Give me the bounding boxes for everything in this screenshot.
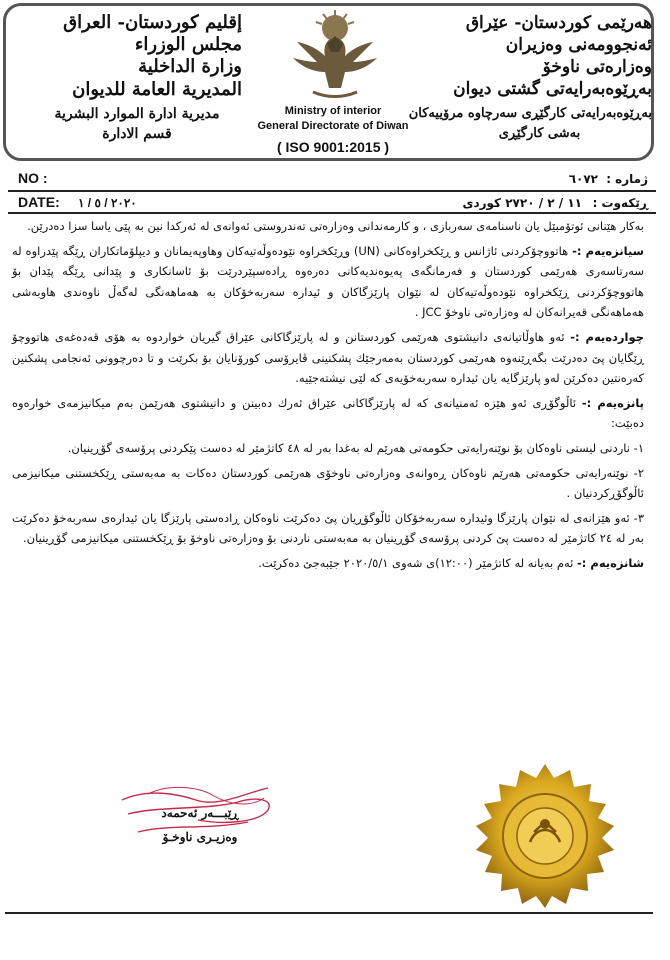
no-label: NO :: [18, 170, 48, 186]
signatory-name: ڕێبـــەر ئەحمەد: [161, 806, 239, 820]
english-directorate: General Directorate of Diwan: [257, 120, 409, 132]
item-text-thirteen: هاتووچۆکردنی ئاژانس و ڕێکخراوەکانی (UN) وڕێکخراوە نێودەوڵەتیەکان وهاوپەیمانان و دیپلۆماتکاران ڕێگە پێدراوە لە سەرتاسەری هەرێمی کوردستان و فەرمانگەی پەیوەندیەکانی دەرەوە ڕادەسپێردرێت بۆ ئاسانکاری و پێدانی ڕێگە پێدان بۆ هاتووچۆکردنی ڕێکخراوە نێودەوڵەتیەکان لە نێوان پارێزگاکان و ئیدارە سەربەخۆکان بە هەماهەنگی لەگەڵ ناوەندی هاوبەشی هەماهەنگی قەیرانەکان لە وەزارەتی ناوخۆ JCC .: [12, 243, 644, 320]
paragraph-penalty: بەکار هێنانی ئوتۆمبێل یان ناسنامەی سەربازی ، و کارمەندانی وەزارەتی تەندروستی ئەوانەی لە ئەرکدا نین بە پێی یاسا سزا دەدرێن.: [27, 219, 644, 233]
arabic-letterhead: [32, 12, 242, 144]
arabic-region: إقليم كوردستان- العراق: [63, 12, 242, 33]
date-label: DATE:: [18, 194, 60, 210]
kurdistan-eagle-emblem-icon: [283, 8, 387, 102]
kurdish-ministry: وەزارەتی ناوخۆ: [542, 57, 652, 77]
item-text-fourteen: ئەو هاوڵاتیانەی دانیشتوی هەرێمی کوردستانن و لە پارێزگاکانی عێراق گیریان خواردوە بە هۆی قەدەغەی هاتووچۆ ڕێگایان پێ دەدرێت بگەڕێنەوە هەرێمی کوردستان بەمەرجێك پشکنینی ڤایرۆسی کورۆنایان بۆ بکرێت و تا دەرچوونی ئەنجامی پشکنین کەرەنتین دەکرێن لەو پارێزگایە یان ئیدارە سەربەخۆیەی کە لێی نیشتەجێیە.: [12, 329, 644, 386]
meta-divider: [8, 190, 656, 192]
number-value: ٦٠٧٢: [568, 172, 598, 186]
arabic-hr-directorate: مديرية ادارة الموارد البشرية: [54, 106, 220, 122]
english-letterhead: [248, 104, 418, 157]
kurdish-letterhead: [408, 12, 652, 144]
arabic-ministry: وزارة الداخلية: [138, 56, 242, 77]
date-value: ٢٠٢٠ / ٥ / ١: [78, 196, 137, 210]
kurdish-hr-directorate: بەڕێوەبەرایەتی کارگێڕی سەرچاوە مرۆییەکان: [408, 106, 652, 121]
paragraph-fifteen: [12, 393, 644, 434]
gold-ministry-seal-icon: [470, 760, 620, 910]
iso-certification: ( ISO 9001:2015 ): [276, 139, 390, 155]
english-ministry: Ministry of interior: [284, 105, 382, 117]
number-label: ژمارە :: [606, 172, 648, 186]
paragraph-fourteen: [12, 327, 644, 389]
subitem-1: ١- ناردنی لیستی ناوەکان بۆ نوێنەرایەتی حکومەتی هەرێم لە بەغدا بەر لە ٤٨ کاتژمێر لە دەست پێکردنی پرۆسەی گۆڕینیان.: [67, 440, 644, 455]
arabic-directorate: المديرية العامة للديوان: [72, 79, 242, 100]
item-label-thirteen: سیانزەیەم :-: [572, 243, 644, 258]
kurdish-date-label: ڕێکەوت :: [592, 196, 648, 210]
kurdish-region: هەرێمی کوردستان- عێراق: [465, 13, 652, 33]
paragraph-sixteen: [12, 553, 644, 574]
kurdish-directorate: بەڕێوەبەرایەتی گشتی دیوان: [453, 79, 652, 99]
item-label-sixteen: شانزەیەم :-: [577, 555, 644, 570]
arabic-department: قسم الادارة: [102, 126, 172, 142]
body-divider: [8, 212, 656, 214]
item-text-sixteen: ئەم بەیانە لە کاتژمێر (١٢:٠٠)ی شەوی ٢٠٢٠/٥/١ جێبەجێ دەکرێت.: [258, 555, 578, 570]
subitem-3: ٣- ئەو هێزانەی لە نێوان پارێزگا وئیدارە سەربەخۆکان ئاڵوگۆڕیان پێ دەکرێت ناوەکان ڕادەستی پارێزگا یان ئیدارەی سەربەخۆ دەکرێت بەر لە ٢٤ کاتژمێر لە دەست پێ کردنی پرۆسەی گۆڕینیان بە مەبەستی ناردنی بۆ وەزارەتی ناوخۆ بۆ ڕێکخستنی میکانیزمی گۆڕینیان.: [12, 510, 644, 546]
footer-divider: [5, 912, 653, 914]
paragraph-thirteen: [12, 241, 644, 323]
letter-body: [12, 216, 644, 578]
item-label-fourteen: چواردەیەم :-: [570, 329, 644, 344]
arabic-council: مجلس الوزراء: [134, 34, 242, 55]
item-text-fifteen: ئاڵوگۆڕی ئەو هێزە ئەمنیانەی کە لە پارێزگاکانی عێراق ئەرك دەبینن و دانیشتوی هەرێمن بەم میکانیزمەی خوارەوە دەبێت:: [12, 395, 644, 431]
kurdish-date-value: ١١ / ٢ / ٢٧٢٠ کوردی: [462, 196, 582, 210]
subitem-2: ٢- نوێنەرایەتی حکومەتی هەرێم ناوەکان ڕەوانەی وەزارەتی ناوخۆی هەرێمی کوردستان دەکات بە مەبەستی ڕێکخستنی میکانیزمی ئاڵوگۆڕکردنیان .: [12, 465, 644, 501]
item-label-fifteen: پانزەیەم :-: [581, 395, 644, 410]
kurdish-department: بەشی کارگێڕی: [498, 126, 581, 141]
signatory-title: وەزیـری ناوخـۆ: [162, 830, 238, 844]
kurdish-council: ئەنجوومەنی وەزیران: [505, 35, 652, 55]
